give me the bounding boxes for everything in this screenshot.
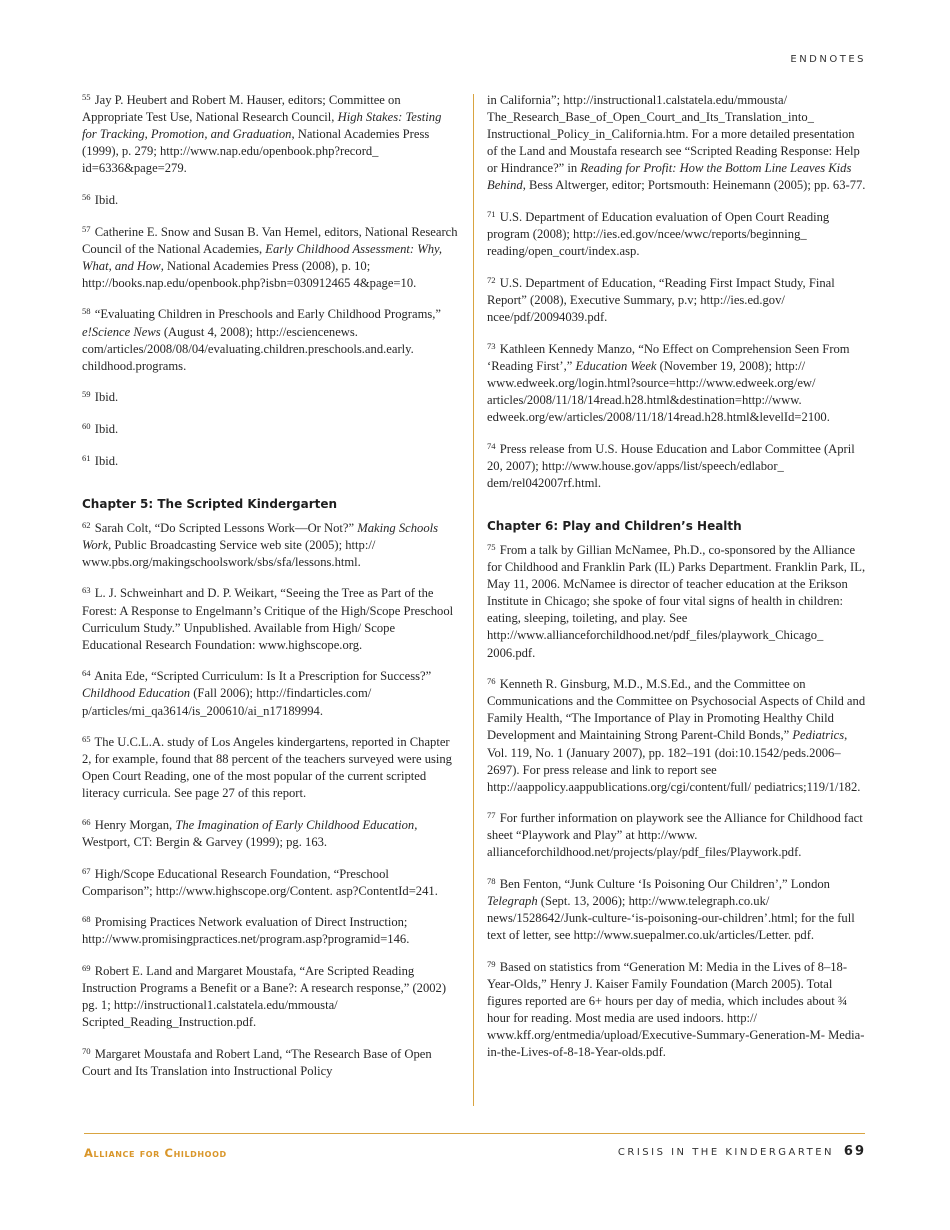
note-text: U.S. Department of Education, “Reading First Impact Study, Final Report” (2008), Executive Summary, p.v; http://ies.ed.gov/ ncee/pdf/20094039.pdf. <box>487 275 835 325</box>
endnote <box>82 866 458 900</box>
notes-group <box>82 520 458 1080</box>
endnote <box>82 585 458 653</box>
endnote <box>82 734 458 802</box>
endnote-number: 60 <box>82 420 91 431</box>
endnote <box>82 668 458 719</box>
footer-organization: Alliance for Childhood <box>84 1146 227 1160</box>
endnote <box>487 275 867 326</box>
endnote-number: 56 <box>82 191 91 202</box>
note-text: Westport, CT: Bergin & Garvey (1999); pg. 163. <box>82 835 328 850</box>
note-italic: e!Science News <box>82 324 161 339</box>
endnote <box>487 676 867 796</box>
note-text: Jay P. Heubert and Robert M. Hauser, editors; Committee on Appropriate Test Use, National Research Council, <box>82 93 401 125</box>
footer-book-title: CRISIS IN THE KINDERGARTEN <box>617 1147 834 1158</box>
running-header: ENDNOTES <box>790 54 866 65</box>
note-italic: Reading for Profit: How the Bottom Line Leaves Kids Behind <box>487 161 852 193</box>
chapter-heading: Chapter 6: Play and Children’s Health <box>487 518 742 533</box>
endnote-number: 66 <box>82 817 91 827</box>
note-italic: Early Childhood Assessment: Why, What, and How <box>82 241 443 273</box>
note-text: , Bess Altwerger, editor; Portsmouth: Heinemann (2005); pp. 63-77. <box>522 178 866 193</box>
endnote <box>82 306 458 374</box>
note-text: High/Scope Educational Research Foundation, “Preschool Comparison”; http://www.highscope.org/Content. asp?ContentId=241. <box>82 866 438 898</box>
endnote <box>487 542 867 662</box>
endnote-number: 75 <box>487 541 496 552</box>
note-text: Ibid. <box>94 453 119 468</box>
endnote-number: 72 <box>487 274 496 285</box>
note-text: Catherine E. Snow and Susan B. Van Hemel, editors, National Research Council of the National Academies, <box>82 224 458 256</box>
note-text: (November 19, 2008); http:// www.edweek.org/login.html?source=http://www.edweek.org/ew/ articles/2008/11/18/14read.h28.html&destination=http://www. edweek.org/ew/articles/2008/11/18/14read.h28.html&levelId=2100. <box>487 358 830 424</box>
note-text: Ibid. <box>94 192 119 207</box>
left-column <box>82 92 458 1095</box>
endnote <box>487 959 867 1062</box>
endnote-number: 77 <box>487 810 496 821</box>
note-italic: Making Schools Work <box>82 520 439 552</box>
endnote-number: 64 <box>82 668 91 679</box>
chapter-heading: Chapter 5: The Scripted Kindergarten <box>82 496 338 511</box>
endnote <box>487 441 867 492</box>
endnote <box>82 421 458 438</box>
note-text: , Vol. 119, No. 1 (January 2007), pp. 182–191 (doi:10.1542/peds.2006–2697). For press release and link to report see http://aappolicy.aappublications.org/cgi/content/full/ pediatrics;119/1/182. <box>487 728 861 794</box>
note-text: Robert E. Land and Margaret Moustafa, “Are Scripted Reading Instruction Programs a Benefit or a Bane?: A research response,” (2002) pg. 1; http://instructional1.calstatela.edu/mmousta/ Scripted_Reading_Instruction.pdf. <box>82 964 447 1030</box>
endnote <box>82 453 458 470</box>
note-text: Henry Morgan, <box>94 818 176 832</box>
endnote-number: 74 <box>487 440 496 451</box>
endnote <box>487 341 867 426</box>
notes-group <box>82 92 458 470</box>
note-italic: Childhood Education <box>82 686 191 701</box>
note-text: , National Academies Press (2008), p. 10; http://books.nap.edu/openbook.php?isbn=030912465 4&page=10. <box>82 258 417 290</box>
endnote-number: 63 <box>82 585 91 596</box>
note-italic: Education Week <box>575 358 657 373</box>
endnote-number: 79 <box>487 958 496 969</box>
endnote <box>82 224 458 292</box>
note-text: Press release from U.S. House Education and Labor Committee (April 20, 2007); http://www.house.gov/apps/list/speech/edlabor_ dem/rel042007rf.html. <box>487 441 855 490</box>
endnote <box>487 209 867 260</box>
endnote-number: 61 <box>82 452 91 463</box>
note-italic: High Stakes: Testing for Tracking, Promotion, and Graduation <box>82 110 442 142</box>
note-text: “Evaluating Children in Preschools and Early Childhood Programs,” <box>94 307 442 322</box>
endnote-number: 65 <box>82 734 91 745</box>
endnote-number: 69 <box>82 963 91 974</box>
page-number: 69 <box>843 1144 866 1159</box>
note-text: Ben Fenton, “Junk Culture ‘Is Poisoning Our Children’,” London <box>499 877 830 892</box>
endnote-number: 59 <box>82 389 91 400</box>
note-text: , National Academies Press (1999), p. 279; http://www.nap.edu/openbook.php?record_ id=6336&page=279. <box>82 127 430 176</box>
note-text: U.S. Department of Education evaluation of Open Court Reading program (2008); http://ies.ed.gov/ncee/wwc/reports/beginning_ reading/open_court/index.asp. <box>487 210 830 259</box>
note-italic: The Imagination of Early Childhood Education, <box>175 818 418 832</box>
endnote <box>487 810 867 861</box>
endnote-number: 71 <box>487 209 496 220</box>
endnote-number: 67 <box>82 865 91 876</box>
notes-group <box>487 542 867 1062</box>
endnote-number: 76 <box>487 676 496 687</box>
note-text: Ibid. <box>94 390 119 405</box>
endnote-number: 70 <box>82 1045 91 1056</box>
note-text: Promising Practices Network evaluation of Direct Instruction; http://www.promisingpractices.net/program.asp?programid=146. <box>82 915 410 947</box>
endnote <box>82 963 458 1031</box>
note-text: Anita Ede, “Scripted Curriculum: Is It a Prescription for Success?” <box>94 669 432 684</box>
endnote-number: 55 <box>82 92 91 102</box>
endnote <box>82 520 458 571</box>
note-text: L. J. Schweinhart and D. P. Weikart, “Seeing the Tree as Part of the Forest: A Response to Engelmann’s Critique of the High/Scope Preschool Curriculum Study.” Unpublished. Available from High/ Scope Educational Research Foundation: www.highscope.org. <box>82 586 454 652</box>
endnote-number: 73 <box>487 340 496 351</box>
endnote-number: 57 <box>82 223 91 234</box>
note-text: (August 4, 2008); http://esciencenews. com/articles/2008/08/04/evaluating.children.preschools.and.early. childhood.programs. <box>82 324 414 373</box>
endnote <box>487 876 867 944</box>
note-text: Based on statistics from “Generation M: Media in the Lives of 8–18-Year-Olds,” Henry J. Kaiser Family Foundation (March 2005). Total figures reported are 6+ hours per day of media, which includes about ¾ hour for reading. Most media are used indoors. http:// www.kff.org/entmedia/upload/Executive-Summary-Generation-M- Media-in-the-Lives-of-8-18-Year-olds.pdf. <box>487 959 865 1060</box>
note-text: Kenneth R. Ginsburg, M.D., M.S.Ed., and the Committee on Communications and the Committee on Psychosocial Aspects of Child and Family Health, “The Importance of Play in Promoting Healthy Child Development and Maintaining Strong Parent-Child Bonds,” <box>487 677 866 743</box>
endnote-number: 62 <box>82 519 91 530</box>
endnote-number: 58 <box>82 306 91 317</box>
note-text: in California”; http://instructional1.calstatela.edu/mmousta/ The_Research_Base_of_Open_Court_and_Its_Translation_into_ Instructional_Policy_in_California.htm. For a more detailed presentation of the Land and Moustafa research see “Scripted Reading Response: Help or Hindrance?” in <box>487 93 860 176</box>
endnote <box>82 817 458 851</box>
right-column <box>487 92 867 1076</box>
note-italic: Pediatrics <box>792 728 845 743</box>
endnote-number: 78 <box>487 876 496 887</box>
endnote <box>82 389 458 406</box>
endnote <box>82 92 458 177</box>
note-text: Sarah Colt, “Do Scripted Lessons Work—Or Not?” <box>94 520 358 535</box>
note-text: From a talk by Gillian McNamee, Ph.D., co-sponsored by the Alliance for Childhood and Franklin Park (IL) Parks Department. Franklin Park, IL, May 11, 2006. McNamee is director of teacher education at the Erikson Institute in Chicago; she spoke of four vital signs of health in children: eating, sleeping, toileting, and play. See http://www.allianceforchildhood.net/pdf_files/playwork_Chicago_ 2006.pdf. <box>487 542 866 660</box>
endnote-number: 68 <box>82 914 91 925</box>
note-text: (Sept. 13, 2006); http://www.telegraph.co.uk/ news/1528642/Junk-culture-‘is-poisoning-our-children’.html; for the full text of letter, see http://www.suepalmer.co.uk/articles/Letter. pdf. <box>487 894 855 943</box>
note-text: Ibid. <box>94 421 119 436</box>
note-text: (Fall 2006); http://findarticles.com/ p/articles/mi_qa3614/is_200610/ai_n17189994. <box>82 686 372 718</box>
note-text: Margaret Moustafa and Robert Land, “The Research Base of Open Court and Its Translation into Instructional Policy <box>82 1046 432 1079</box>
note-italic: Telegraph <box>487 894 538 909</box>
note-text: The U.C.L.A. study of Los Angeles kindergartens, reported in Chapter 2, for example, found that 88 percent of the teachers surveyed were using Open Court Reading, one of the most popular of the current scripted literacy curricula. See page 27 of this report. <box>82 735 452 801</box>
note-text: , Public Broadcasting Service web site (2005); http:// www.pbs.org/makingschoolswork/sbs/sfa/lessons.html. <box>82 537 376 569</box>
notes-group <box>487 209 867 492</box>
note-text: Kathleen Kennedy Manzo, “No Effect on Comprehension Seen From ‘Reading First’,” <box>487 341 850 373</box>
note-text: For further information on playwork see the Alliance for Childhood fact sheet “Playwork and Play” at http://www. allianceforchildhood.net/projects/play/pdf_files/Playwork.pdf. <box>487 811 863 860</box>
footer-rule <box>84 1133 865 1134</box>
column-divider <box>473 94 474 1106</box>
endnote <box>82 192 458 209</box>
endnote <box>82 914 458 948</box>
endnote <box>82 1046 458 1080</box>
endnote-continuation <box>487 92 867 195</box>
